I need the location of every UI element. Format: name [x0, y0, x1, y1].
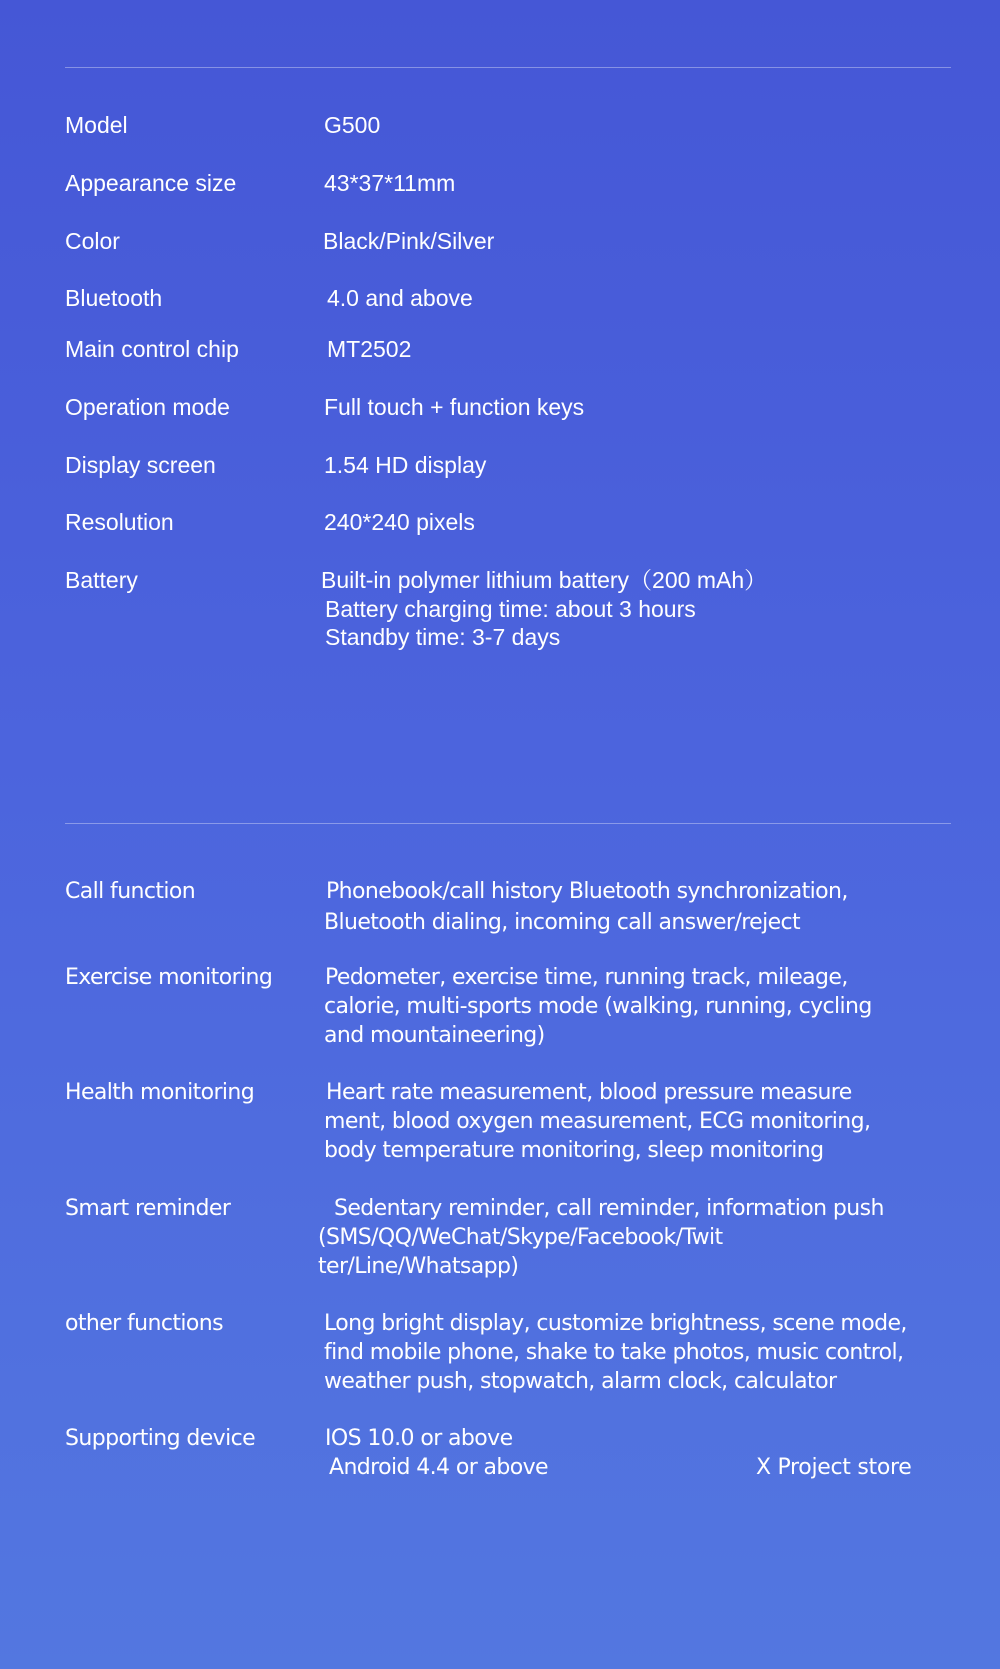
spec-value-operation-mode: Full touch + function keys	[324, 394, 585, 420]
feature-value-call-line-1: Phonebook/call history Bluetooth synchronization,	[326, 879, 848, 904]
feature-label-reminder: Smart reminder	[65, 1196, 231, 1221]
spec-label-display: Display screen	[65, 452, 216, 478]
spec-label-bluetooth: Bluetooth	[65, 285, 163, 311]
spec-label-size: Appearance size	[65, 170, 237, 196]
spec-value-size: 43*37*11mm	[324, 170, 456, 196]
feature-value-health-line-2: ment, blood oxygen measurement, ECG monitoring,	[324, 1109, 871, 1134]
top-divider	[65, 67, 951, 68]
feature-value-other-line-3: weather push, stopwatch, alarm clock, calculator	[324, 1369, 837, 1394]
feature-value-exercise-line-2: calorie, multi-sports mode (walking, running, cycling	[324, 994, 872, 1019]
spec-label-resolution: Resolution	[65, 509, 174, 535]
spec-label-model: Model	[65, 112, 128, 138]
feature-value-supporting-device-line-2: Android 4.4 or above	[329, 1455, 548, 1480]
feature-label-supporting-device: Supporting device	[65, 1426, 256, 1451]
feature-value-exercise-line-3: and mountaineering)	[324, 1023, 545, 1048]
feature-value-other-line-1: Long bright display, customize brightness, scene mode,	[324, 1311, 907, 1336]
spec-value-display: 1.54 HD display	[324, 452, 487, 478]
feature-value-call-line-2: Bluetooth dialing, incoming call answer/reject	[324, 910, 801, 935]
feature-label-call: Call function	[65, 879, 196, 904]
spec-value-chip: MT2502	[327, 336, 412, 362]
feature-value-exercise-line-1: Pedometer, exercise time, running track, mileage,	[325, 965, 848, 990]
spec-value-model: G500	[324, 112, 381, 138]
spec-value-battery-line-3: Standby time: 3-7 days	[325, 624, 561, 650]
spec-label-chip: Main control chip	[65, 336, 239, 362]
feature-value-health-line-3: body temperature monitoring, sleep monitoring	[324, 1138, 824, 1163]
feature-value-reminder-line-3: ter/Line/Whatsapp)	[318, 1254, 519, 1279]
spec-value-battery-line-1: Built-in polymer lithium battery（200 mAh）	[321, 567, 768, 593]
feature-value-other-line-2: find mobile phone, shake to take photos, music control,	[324, 1340, 904, 1365]
spec-value-resolution: 240*240 pixels	[324, 509, 475, 535]
spec-label-operation-mode: Operation mode	[65, 394, 230, 420]
spec-value-bluetooth: 4.0 and above	[327, 285, 473, 311]
spec-value-color: Black/Pink/Silver	[323, 228, 495, 254]
feature-value-reminder-line-2: (SMS/QQ/WeChat/Skype/Facebook/Twit	[318, 1225, 723, 1250]
feature-value-reminder-line-1: Sedentary reminder, call reminder, information push	[334, 1196, 884, 1221]
feature-value-supporting-device-line-1: IOS 10.0 or above	[325, 1426, 513, 1451]
middle-divider	[65, 823, 951, 824]
store-watermark: X Project store	[756, 1455, 912, 1480]
feature-label-exercise: Exercise monitoring	[65, 965, 273, 990]
spec-label-color: Color	[65, 228, 120, 254]
feature-label-other: other functions	[65, 1311, 223, 1336]
spec-label-battery: Battery	[65, 567, 138, 593]
feature-label-health: Health monitoring	[65, 1080, 255, 1105]
feature-value-health-line-1: Heart rate measurement, blood pressure measure	[326, 1080, 852, 1105]
spec-value-battery-line-2: Battery charging time: about 3 hours	[325, 596, 696, 622]
